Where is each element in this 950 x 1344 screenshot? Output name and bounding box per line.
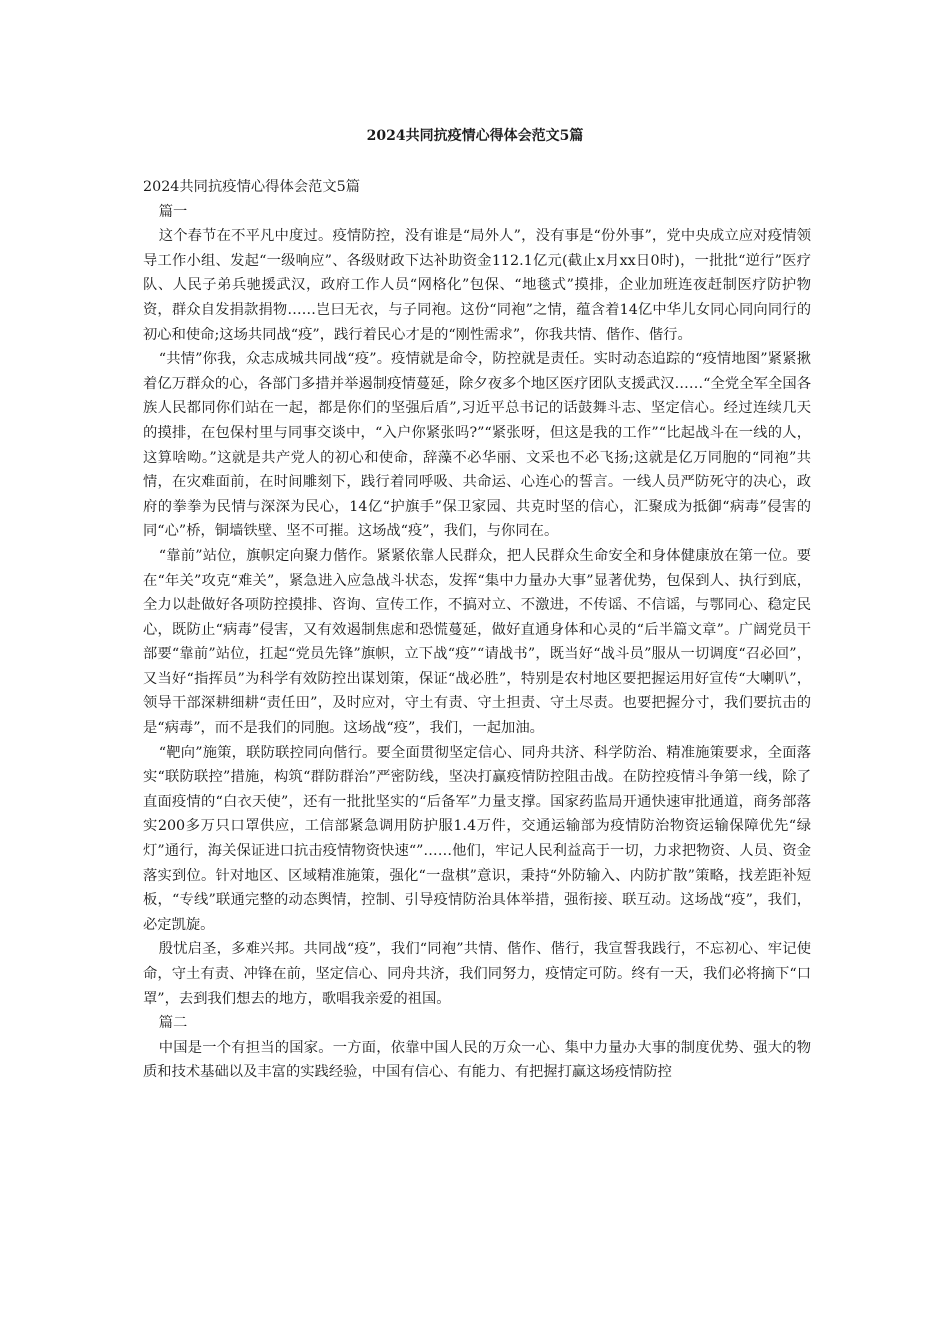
- paragraph: 殷忧启圣，多难兴邦。共同战“疫”，我们“同袍”共情、偕作、偕行，我宣誓我践行，不忘初心、牢记使命，守土有责、冲锋在前，坚定信心、同舟共济，我们同努力，疫情定可防。终有一天，我们必将摘下“口罩”，去到我们想去的地方，歌唱我亲爱的祖国。: [143, 941, 811, 1007]
- document-title: 2024共同抗疫情心得体会范文5篇: [366, 128, 584, 144]
- paragraph: 中国是一个有担当的国家。一方面，依靠中国人民的万众一心、集中力量办大事的制度优势、强大的物质和技术基础以及丰富的实践经验，中国有信心、有能力、有把握打赢这场疫情防控: [143, 1039, 811, 1081]
- section-heading-1: 篇一: [158, 203, 188, 220]
- paragraph: “靶向”施策，联防联控同向偕行。要全面贯彻坚定信心、同舟共济、科学防治、精准施策要求，全面落实“联防联控”措施，构筑“群防群治”严密防线，坚决打赢疫情防控阻击战。在防控疫情斗争第一线，除了直面疫情的“白衣天使”，还有一批批坚实的“后备军”力量支撑。国家药监局开通快速审批通道，商务部落实200多万只口罩供应，工信部紧急调用防护服1.4万件，交通运输部为疫情防治物资运输保障优先“绿灯”通行，海关保证进口抗击疫情物资快速“”……他们，牢记人民利益高于一切，力求把物资、人员、资金落实到位。针对地区、区域精准施策，强化“一盘棋”意识，秉持“外防输入、内防扩散”策略，找差距补短板，“专线”联通完整的动态舆情，控制、引导疫情防治具体举措，强衔接、联互动。这场战“疫”，我们，必定凯旋。: [143, 744, 811, 933]
- paragraph: “靠前”站位，旗帜定向聚力偕作。紧紧依靠人民群众，把人民群众生命安全和身体健康放在第一位。要在“年关”攻克“难关”，紧急进入应急战斗状态，发挥“集中力量办大事”显著优势，包保到人、执行到底，全力以赴做好各项防控摸排、咨询、宣传工作，不搞对立、不激进，不传谣、不信谣，与鄂同心、稳定民心，既防止“病毒”侵害，又有效遏制焦虑和恐慌蔓延，做好直通身体和心灵的“后半篇文章”。广阔党员干部要“靠前”站位，扛起“党员先锋”旗帜，立下战“疫”“请战书”，既当好“战斗员”服从一切调度“召必回”，又当好“指挥员”为科学有效防控出谋划策，保证“战必胜”，特别是农村地区要把握运用好宣传“大喇叭”，领导干部深耕细耕“责任田”，及时应对，守土有责、守土担责、守土尽责。也要把握分寸，我们要抗击的是“病毒”，而不是我们的同胞。这场战“疫”，我们，一起加油。: [143, 547, 811, 737]
- section-heading-2: 篇二: [158, 1015, 188, 1032]
- document-body: [143, 175, 811, 1085]
- paragraph: “共情”你我，众志成城共同战“疫”。疫情就是命令，防控就是责任。实时动态追踪的“疫情地图”紧紧揪着亿万群众的心，各部门多措并举遏制疫情蔓延，除夕夜多个地区医疗团队支援武汉……“全党全军全国各族人民都同你们站在一起，都是你们的坚强后盾”,习近平总书记的话鼓舞斗志、坚定信心。经过连续几天的摸排，在包保村里与同事交谈中，“入户你紧张吗?”“紧张呀，但这是我的工作”“比起战斗在一线的人，这算啥呦。”这就是共产党人的初心和使命，辞藻不必华丽、文采也不必飞扬;这就是亿万同胞的“同袍”共情，在灾难面前，在时间雕刻下，践行着同呼吸、共命运、心连心的誓言。一线人员严防死守的决心，政府的拳拳为民情与深深为民心，14亿“护旗手”保卫家园、共克时坚的信心，汇聚成为抵御“病毒”侵害的同“心”桥，铜墙铁壁、坚不可摧。这场战“疫”，我们，与你同在。: [143, 351, 811, 540]
- document-subtitle: 2024共同抗疫情心得体会范文5篇: [143, 179, 361, 195]
- paragraph: 这个春节在不平凡中度过。疫情防控，没有谁是“局外人”，没有事是“份外事”，党中央成立应对疫情领导工作小组、发起“一级响应”、各级财政下达补助资金112.1亿元(截止x月xx日0时)，一批批“逆行”医疗队、人民子弟兵驰援武汉，政府工作人员“网格化”包保、“地毯式”摸排，企业加班连夜赶制医疗防护物资，群众自发捐款捐物……岂曰无衣，与子同袍。这份“同袍”之情，蕴含着14亿中华儿女同心同向同行的初心和使命;这场共同战“疫”，践行着民心才是的“刚性需求”，你我共情、偕作、偕行。: [143, 228, 811, 343]
